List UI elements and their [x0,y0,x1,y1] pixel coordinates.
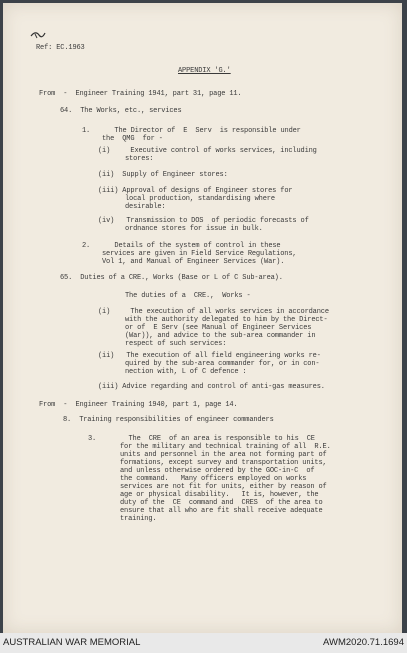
archive-footer [0,633,407,653]
para-3-line-2: for the military and technical training of all R.E. [120,443,331,451]
para-3-line-8: age or physical disability. It is, however, the [120,491,319,499]
para-3-line-6: the command. Many officers employed on works [120,475,307,483]
document-page [3,3,402,633]
archive-name: AUSTRALIAN WAR MEMORIAL [3,637,141,648]
sub-i-line-2: stores: [125,155,154,163]
para-65-heading: 65. Duties of a CRE., Works (Base or L of C Sub-area). [60,274,283,282]
item-1-line-1: 1. The Director of E Serv is responsible under [82,127,301,135]
item-2-line-1: 2. Details of the system of control in these [82,242,281,250]
duty-i-line-1: (i) The execution of all works services in accordance [98,308,329,316]
sub-iii-line-1: (iii) Approval of designs of Engineer stores for [98,187,293,195]
source-line-1: From - Engineer Training 1941, part 31, page 11. [39,90,242,98]
duty-ii-line-1: (ii) The execution of all field engineering works re- [98,352,321,360]
sub-iv-line-1: (iv) Transmission to DOS of periodic forecasts of [98,217,309,225]
sub-ii: (ii) Supply of Engineer stores: [98,171,228,179]
para-3-line-9: duty of the CE command and CRES of the area to [120,499,323,507]
duty-i-line-4: (War)), and advice to the sub-area commander in [125,332,316,340]
appendix-title: APPENDIX 'G.' [178,67,231,75]
duty-i-line-2: with the authority delegated to him by the Direct- [125,316,328,324]
item-1-line-2: the QMG for - [102,135,163,143]
sub-iii-line-3: desirable: [125,203,166,211]
reference-number: Ref: EC.1963 [36,44,85,52]
para-3-line-7: services are not fit for units, either by reason of [120,483,327,491]
para-3-line-5: and unless otherwise ordered by the GOC-in-C of [120,467,315,475]
source-line-2: From - Engineer Training 1940, part 1, page 14. [39,401,238,409]
para-8-heading: 8. Training responsibilities of engineer commanders [63,416,274,424]
duty-i-line-5: respect of such services: [125,340,227,348]
item-2-line-2: services are given in Field Service Regulations, [102,250,297,258]
para-3-line-1: 3. The CRE of an area is responsible to his CE [88,435,315,443]
duty-ii-line-3: nection with, L of C defence : [125,368,247,376]
archive-reference: AWM2020.71.1694 [323,637,404,648]
para-3-line-10: ensure that all who are fit shall receive adequate [120,507,323,515]
para-3-line-4: formations, except survey and transportation units, [120,459,327,467]
sub-iii-line-2: local production, standardising where [125,195,275,203]
para-64-heading: 64. The Works, etc., services [60,107,182,115]
duties-intro: The duties of a CRE., Works - [125,292,251,300]
item-2-line-3: Vol 1, and Manual of Engineer Services (War). [102,258,285,266]
para-3-line-11: training. [120,515,157,523]
sub-i-line-1: (i) Executive control of works services, including [98,147,317,155]
duty-iii: (iii) Advice regarding and control of anti-gas measures. [98,383,325,391]
duty-ii-line-2: quired by the sub-area commander for, or in con- [125,360,320,368]
handwritten-mark-icon [30,30,46,40]
sub-iv-line-2: ordnance stores for issue in bulk. [125,225,263,233]
para-3-line-3: units and personnel in the area not forming part of [120,451,327,459]
duty-i-line-3: or of E Serv (see Manual of Engineer Services [125,324,312,332]
